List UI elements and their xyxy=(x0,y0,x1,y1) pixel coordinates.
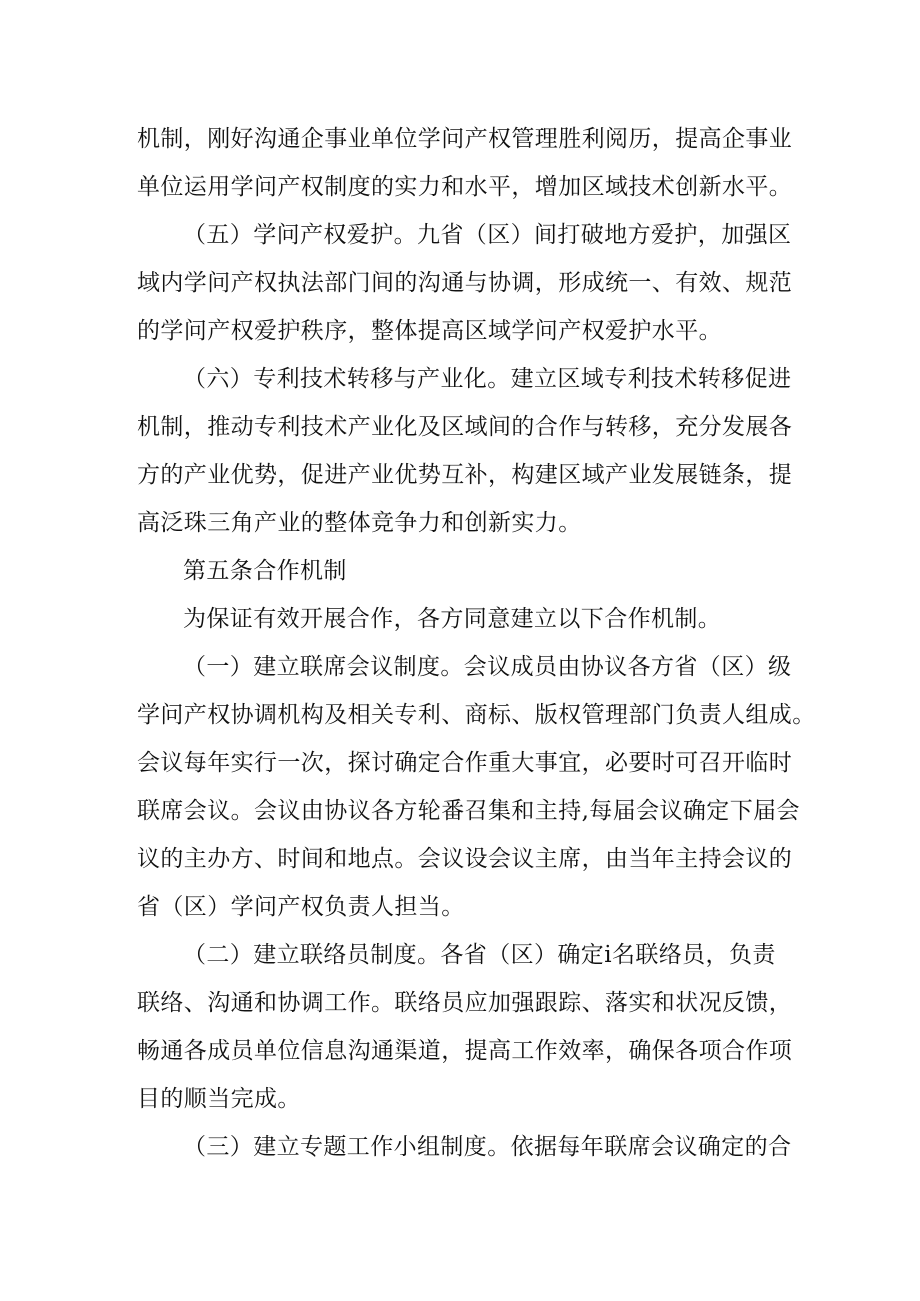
text-line: 方的产业优势，促进产业优势互补，构建区域产业发展链条，提 xyxy=(137,462,793,488)
text-line: 联络、沟通和协调工作。联络员应加强跟踪、落实和状况反馈， xyxy=(137,990,793,1016)
text-line: 的学问产权爱护秩序，整体提高区域学问产权爱护水平。 xyxy=(137,318,722,344)
text-line: 联席会议。会议由协议各方轮番召集和主持,每届会议确定下届会 xyxy=(137,798,800,824)
text-line: （二）建立联络员制度。各省（区）确定i名联络员，负责 xyxy=(183,942,776,968)
text-line: 域内学问产权执法部门间的沟通与协调，形成统一、有效、规范 xyxy=(137,270,793,296)
text-line: 高泛珠三角产业的整体竞争力和创新实力。 xyxy=(137,510,582,536)
text-line: 机制，推动专利技术产业化及区域间的合作与转移，充分发展各 xyxy=(137,414,793,440)
text-line: 学问产权协调机构及相关专利、商标、版权管理部门负责人组成。 xyxy=(137,702,816,728)
text-line: 目的顺当完成。 xyxy=(137,1086,301,1112)
text-line: 议的主办方、时间和地点。会议设会议主席，由当年主持会议的 xyxy=(137,846,793,872)
text-line: 畅通各成员单位信息沟通渠道，提高工作效率，确保各项合作项 xyxy=(137,1038,793,1064)
text-line: 机制，刚好沟通企事业单位学问产权管理胜利阅历，提高企事业 xyxy=(137,126,793,152)
text-line: （一）建立联席会议制度。会议成员由协议各方省（区）级 xyxy=(183,654,792,680)
text-line: （六）专利技术转移与产业化。建立区域专利技术转移促进 xyxy=(183,366,792,392)
text-line: （五）学问产权爱护。九省（区）间打破地方爱护，加强区 xyxy=(183,222,792,248)
text-line: 为保证有效开展合作，各方同意建立以下合作机制。 xyxy=(183,606,722,632)
text-line: 单位运用学问产权制度的实力和水平，增加区域技术创新水平。 xyxy=(137,174,793,200)
text-line: 省（区）学问产权负责人担当。 xyxy=(137,894,465,920)
text-line: （三）建立专题工作小组制度。依据每年联席会议确定的合 xyxy=(183,1134,792,1160)
section-heading: 第五条合作机制 xyxy=(183,558,347,584)
text-line: 会议每年实行一次，探讨确定合作重大事宜，必要时可召开临时 xyxy=(137,750,793,776)
